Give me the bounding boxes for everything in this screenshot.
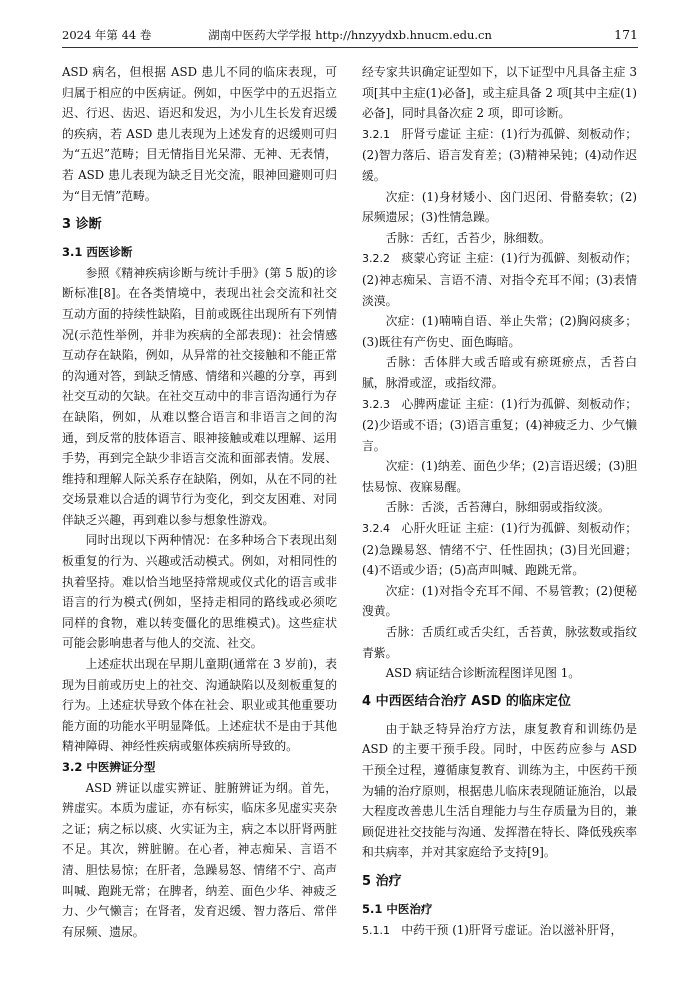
syndrome-liver-kidney-minor: 次症：(1)身材矮小、囟门迟闭、骨骼奏软；(2)尿频遗尿；(3)性情急躁。 xyxy=(362,189,637,225)
section-5-1-1-number: 5.1.1 xyxy=(362,923,390,937)
paragraph-clinical-positioning: 由于缺乏特异治疗方法，康复教育和训练仍是 ASD 的主要干预手段。同时，中医药应参与 ASD 干预全过程，遵循康复教育、训练为主，中医药干预为辅的治疗原则，根据患儿临床表现随证施治，以最大程度改善患儿生活自理能力与生存质量为目的，兼顾促进社交技能与沟通、发挥潜在特长、降低残疾率和共病率，并对其家庭给予支持[9]。 xyxy=(362,721,637,860)
left-column xyxy=(62,62,337,942)
syndrome-heart-liver-fire-tongue: 舌脉：舌质红或舌尖红，舌苔黄，脉弦数或指纹青紫。 xyxy=(362,625,637,660)
section-3-2-1-number: 3.2.1 xyxy=(362,127,390,141)
syndrome-phlegm-heart-minor: 次症：(1)喃喃自语、举止失常；(2)胸闷痰多；(3)既往有产伤史、面色晦暗。 xyxy=(362,314,637,349)
page-number: 171 xyxy=(614,27,638,42)
syndrome-liver-kidney-main: 肝肾亏虚证 主症：(1)行为孤僻、刻板动作；(2)智力落后、语言发育差；(3)精神呆钝；(4)动作迟缓。 xyxy=(362,126,637,183)
paragraph-onset-criteria: 上述症状出现在早期儿童期(通常在 3 岁前)，表现为目前或历史上的社交、沟通缺陷以及刻板重复的行为。上述症状导致个体在社会、职业或其他重要功能方面的功能水平明显降低。上述症状不是由于其他精神障碍、神经性疾病或躯体疾病所导致的。 xyxy=(62,657,337,754)
paragraph-western-diagnosis: 参照《精神疾病诊断与统计手册》(第 5 版)的诊断标准[8]。在各类情境中，表现出社会交流和社交互动方面的持续性缺陷，目前或既往出现所有下列情况(示范性举例，并非为疾病的全部表现)：社会情感互动存在缺陷，例如，从异常的社交接触和不能正常的沟通对答，到缺乏情感、情绪和兴趣的分享，再到社交互动的欠缺。在社交互动中的非言语沟通行为存在缺陷，例如，从难以整合语言和非语言之间的沟通，到反常的肢体语言、眼神接触或难以理解、运用手势，再到完全缺少非语言交流和面部表情。发展、维持和理解人际关系存在缺陷，例如，从在不同的社交场景难以合适的调节行为变化，到交友困难、对同伴缺乏兴趣，再到难以参与想象性游戏。 xyxy=(62,265,337,527)
running-header xyxy=(62,26,638,44)
syndrome-phlegm-heart-tongue: 舌脉：舌体胖大或舌暗或有瘀斑瘀点，舌苔白腻，脉滑或涩，或指纹滞。 xyxy=(362,355,637,390)
syndrome-heart-spleen-main: 心脾两虚证 主症：(1)行为孤僻、刻板动作；(2)少语或不语；(3)语言重复；(4)神疲乏力、少气懒言。 xyxy=(362,396,637,453)
issue-label: 2024 年第 44 卷 xyxy=(62,28,152,42)
section-5-1-heading: 5.1 中医治疗 xyxy=(362,901,433,916)
paragraph-syndrome-differentiation: ASD 辨证以虚实辨证、脏腑辨证为纲。首先，辨虚实。本质为虚证，亦有标实，临床多见虚实夹杂之证；病之标以痰、火实证为主，病之本以肝肾两脏不足。其次，辨脏腑。在心者，神志痴呆、言语不清、胆怯易惊；在肝者，急躁易怒、情绪不宁、高声叫喊、跑跳无常；在脾者，纳差、面色少华、神疲乏力、少气懒言；在肾者，发育迟缓、智力落后、常伴有尿频、遗尿。 xyxy=(62,780,337,939)
section-4-heading: 4 中西医结合治疗 ASD 的临床定位 xyxy=(362,693,571,709)
section-3-1-heading: 3.1 西医诊断 xyxy=(62,245,133,260)
syndrome-phlegm-heart xyxy=(362,248,637,311)
section-5-1-1 xyxy=(362,920,637,942)
paragraph-consensus-criteria: 经专家共识确定证型如下，以下证型中凡具备主症 3 项[其中主症(1)必备]，或主症具备 2 项[其中主症(1)必备]，同时具备次症 2 项，即可诊断。 xyxy=(362,65,637,121)
section-3-2-2-number: 3.2.2 xyxy=(362,252,390,266)
section-5-1-1-text: 中药干预 (1)肝肾亏虚证。治以滋补肝肾， xyxy=(401,922,623,937)
paragraph-asd-tcm-category: ASD 病名，但根据 ASD 患儿不同的临床表现，可归属于相应的中医病证。例如，中医学中的五迟指立迟、行迟、齿迟、语迟和发迟，为小儿生长发育迟缓的疾病，若 ASD 患儿表现为上述发育的迟缓则可归为“五迟”范畴；目无情指目光呆滞、无神、无表情，若 ASD 患儿表现为缺乏目光交流，眼神回避则可归为“目无情”范畴。 xyxy=(62,65,337,203)
right-column xyxy=(362,62,637,941)
paragraph-flowchart-note: ASD 病证结合诊断流程图详见图 1。 xyxy=(385,666,581,681)
header-rule xyxy=(62,47,638,48)
syndrome-heart-spleen-minor: 次症：(1)纳差、面色少华；(2)言语迟缓；(3)胆怯易惊、夜寐易醒。 xyxy=(362,459,637,494)
syndrome-heart-liver-fire xyxy=(362,518,637,581)
section-5-heading: 5 治疗 xyxy=(362,873,402,889)
syndrome-heart-spleen xyxy=(362,394,637,457)
section-3-2-4-number: 3.2.4 xyxy=(362,522,390,536)
syndrome-phlegm-heart-main: 痰蒙心窍证 主症：(1)行为孤僻、刻板动作；(2)神志痴呆、言语不清、对指令充耳不闻；(3)表情淡漠。 xyxy=(362,251,637,308)
journal-name: 湖南中医药大学学报 http://hnzyydxb.hnucm.edu.cn xyxy=(208,28,492,42)
syndrome-liver-kidney-tongue: 舌脉：舌红，舌苔少，脉细数。 xyxy=(385,230,551,245)
section-3-heading: 3 诊断 xyxy=(62,217,102,233)
paragraph-repetitive-behavior: 同时出现以下两种情况：在多种场合下表现出刻板重复的行为、兴趣或活动模式。例如，对相同性的执着坚持。难以恰当地坚持常规或仪式化的语言或非语言的行为模式(例如，坚持走相同的路线或必须吃同样的食物，难以转变僵化的思维模式)。这些症状可能会影响患者与他人的交流、社交。 xyxy=(62,533,337,651)
syndrome-heart-liver-fire-minor: 次症：(1)对指令充耳不闻、不易管教；(2)便秘溲黄。 xyxy=(362,583,637,619)
section-3-2-heading: 3.2 中医辨证分型 xyxy=(62,760,156,774)
section-3-2-3-number: 3.2.3 xyxy=(362,397,390,411)
syndrome-heart-liver-fire-main: 心肝火旺证 主症：(1)行为孤僻、刻板动作；(2)急躁易怒、情绪不宁、任性固执；(3)目光回避；(4)不语或少语；(5)高声叫喊、跑跳无常。 xyxy=(362,521,637,578)
syndrome-heart-spleen-tongue: 舌脉：舌淡，舌苔薄白，脉细弱或指纹淡。 xyxy=(385,500,610,515)
syndrome-liver-kidney xyxy=(362,124,637,187)
